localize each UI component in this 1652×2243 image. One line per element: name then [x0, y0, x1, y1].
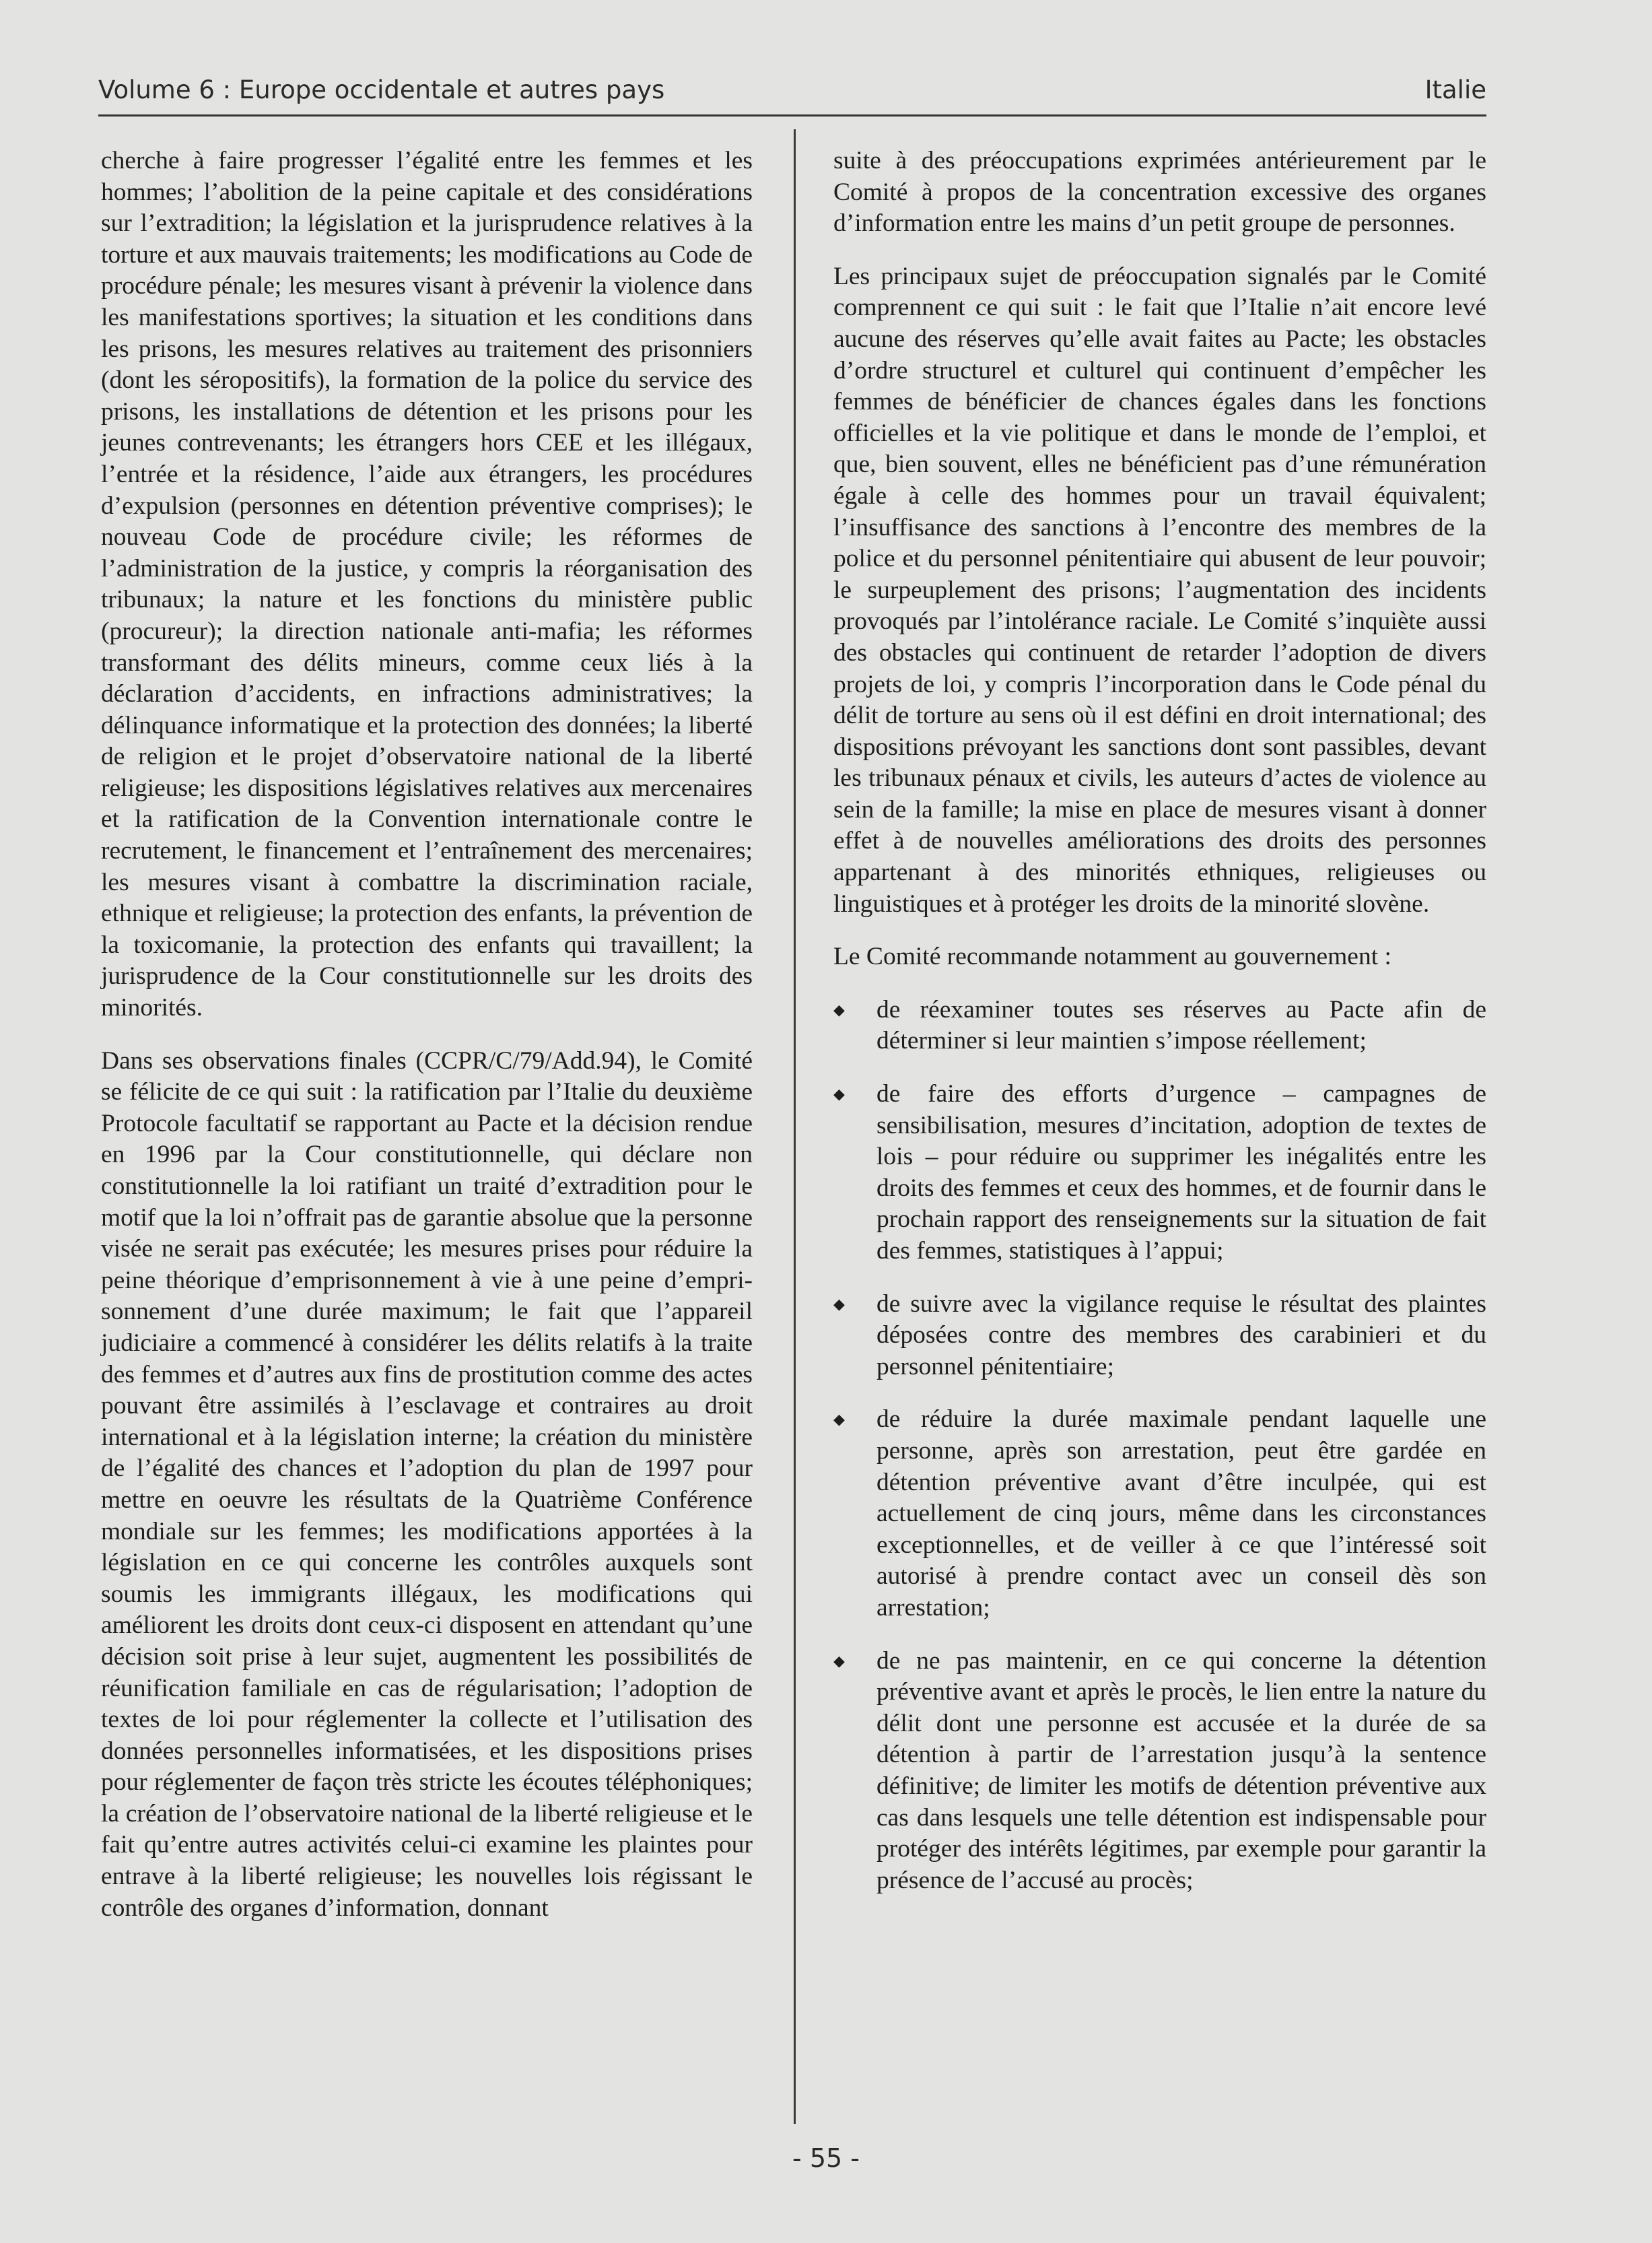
paragraph-concerns: Les principaux sujet de préoccupation signalés par le Comité comprennent ce qui suit : le fait que l’Italie n’ait encore levé aucune des réserves qu’elle avait faites au Pacte; les obstacles d’ordre structurel et culturel qui continuent d’empêcher les femmes de bénéficier de chances égales dans les fonctions officielles et la vie politique et dans le monde de l’emploi, et que, bien souvent, elles ne bénéficient pas d’une rémunération égale à celle des hommes pour un travail équivalent; l’insuffisance des sanctions à l’encontre des membres de la police et du personnel pénitentiaire qui abusent de leur pouvoir; le surpeuplement des prisons; l’augmentation des incidents provoqués par l’intolérance raciale. Le Comité s’inquiète aussi des obstacles qui continuent de retarder l’adoption de divers projets de loi, y compris l’incorporation dans le Code pénal du délit de torture au sens où il est défini en droit international; des dispositions prévoyant les sanctions dont sont passibles, devant les tribunaux pénaux et civils, les auteurs d’actes de violence au sein de la famille; la mise en place de mesures visant à donner effet à de nouvelles améliorations des droits des personnes appartenant à des minorités ethniques, religieuses ou linguistiques et à protéger les droits de la minorité slovène. — [833, 262, 1486, 918]
diamond-bullet-icon: ◆ — [833, 1411, 845, 1428]
left-column — [101, 145, 753, 1945]
header-country: Italie — [1424, 75, 1486, 104]
diamond-bullet-icon: ◆ — [833, 1085, 845, 1103]
recommendations-list — [833, 995, 1486, 1896]
right-column — [833, 145, 1486, 1918]
column-divider — [794, 129, 796, 2124]
paragraph-observations: Dans ses observations finales (CCPR/C/79/Add.94), le Comité se félicite de ce qui suit : la ratification par l’Italie du deuxième Protocole facultatif se rapportant au Pacte et la décision rendue en 1996 par la Cour constitutionnelle, qui déclare non constitutionnelle la loi ratifiant un traité d’extradition pour le motif que la loi n’offrait pas de garantie absolue que la personne visée ne serait pas exécutée; les mesures prises pour réduire la peine théorique d’emprisonnement à vie à une peine d’emprisonnement d’une durée maximum; le fait que l’appareil judiciaire a commencé à considérer les délits relatifs à la traite des femmes et d’autres aux fins de prostitution comme des actes pouvant être assimilés à l’esclavage et contraires au droit international et à la législation interne; la création du ministère de l’égalité des chances et l’adoption du plan de 1997 pour mettre en oeuvre les résultats de la Quatrième Conférence mondiale sur les femmes; les modifications apportées à la législation en ce qui concerne les contrôles auxquels sont soumis les immigrants illégaux, les modifications qui améliorent les droits dont ceux-ci disposent en attendant qu’une décision soit prise à leur sujet, augmentent les possibilités de réunification familiale en cas de régularisation; l’adoption de textes de loi pour réglementer la collecte et l’utilisation des données personnelles informatisées, et les dispositions prises pour réglementer de façon très stricte les écoutes téléphoniques; la création de l’observatoire national de la liberté religieuse et le fait qu’entre autres activités celui-ci examine les plaintes pour entrave à la liberté religieuse; les nouvelles lois régissant le contrôle des organes d’information, donnant — [101, 1046, 753, 1922]
page-number: - 55 - — [792, 2143, 860, 2173]
list-item — [833, 1404, 1486, 1623]
list-item-text: de réexaminer toutes ses réserves au Pacte afin de déterminer si leur maintien s’impose réellement; — [876, 995, 1486, 1055]
list-item — [833, 995, 1486, 1057]
list-item-text: de ne pas maintenir, en ce qui concerne la détention préventive avant et après le procès, le lien entre la nature du délit dont une personne est accusée et la durée de sa détention à partir de l’arrestation jusqu’à la sentence définitive; de limiter les motifs de détention préventive aux cas dans lesquels une telle détention est indispensable pour protéger des intérêts légitimes, par exemple pour garantir la présence de l’accusé au procès; — [876, 1646, 1486, 1894]
paragraph-topics: cherche à faire progresser l’égalité entre les femmes et les hommes; l’abolition de la peine capitale et des considérations sur l’extradition; la législation et la jurisprudence relatives à la torture et aux mauvais traitements; les modifications au Code de procédure pénale; les mesures visant à prévenir la violence dans les manifestations sportives; la situation et les conditions dans les prisons, les mesures relatives au traitement des prisonniers (dont les séropositifs), la formation de la police du service des prisons, les installations de détention et les prisons pour les jeunes contrevenants; les étrangers hors CEE et les illégaux, l’entrée et la résidence, l’aide aux étrangers, les procédures d’expulsion (personnes en détention préventive comprises); le nouveau Code de procédure civile; les réformes de l’administration de la justice, y compris la réorganisation des tribunaux; la nature et les fonctions du ministère public (procureur); la direction nationale anti-mafia; les réformes transformant des délits mineurs, comme ceux liés à la déclaration d’accidents, en infractions administratives; la délinquance informatique et la protection des données; la liberté de religion et le projet d’observatoire national de la liberté religieuse; les dispositions législatives relatives aux mercenaires et la ratification de la Convention internationale contre le recrutement, le financement et l’entraînement des mercenaires; les mesures visant à combattre la discrimination raciale, ethnique et religieuse; la protection des enfants, la prévention de la toxicomanie, la protection des enfants qui travaillent; la jurisprudence de la Cour constitutionnelle sur les droits des minorités. — [101, 147, 753, 1022]
paragraph-recommendations-intro: Le Comité recommande notamment au gouvernement : — [833, 943, 1391, 971]
header-volume-title: Volume 6 : Europe occidentale et autres pays — [98, 75, 665, 104]
diamond-bullet-icon: ◆ — [833, 1001, 845, 1018]
diamond-bullet-icon: ◆ — [833, 1295, 845, 1312]
paragraph-continuation: suite à des préoccupations exprimées antérieurement par le Comité à propos de la concentration excessive des organes d’information entre les mains d’un petit groupe de personnes. — [833, 147, 1486, 238]
header-rule — [98, 114, 1486, 116]
list-item-text: de réduire la durée maximale pendant laquelle une personne, après son arrestation, peut être gardée en détention préventive avant d’être inculpée, qui est actuellement de cinq jours, même dans les circonstances exceptionnelles, et de veiller à ce que l’intéressé soit autorisé à prendre contact avec un conseil dès son arrestation; — [876, 1405, 1486, 1621]
running-header — [98, 73, 1486, 113]
list-item-text: de faire des efforts d’urgence – campagnes de sensibilisation, mesures d’incitation, adoption de textes de lois – pour réduire ou supprimer les inégalités entre les droits des femmes et ceux des hommes, et de fournir dans le prochain rapport des renseignements sur la situation de fait des femmes, statistiques à l’appui; — [876, 1080, 1486, 1265]
diamond-bullet-icon: ◆ — [833, 1652, 845, 1669]
list-item — [833, 1289, 1486, 1383]
list-item-text: de suivre avec la vigilance requise le résultat des plaintes déposées contre des membres des carabinieri et du personnel pénitentiaire; — [876, 1290, 1486, 1380]
list-item — [833, 1079, 1486, 1267]
list-item — [833, 1646, 1486, 1897]
